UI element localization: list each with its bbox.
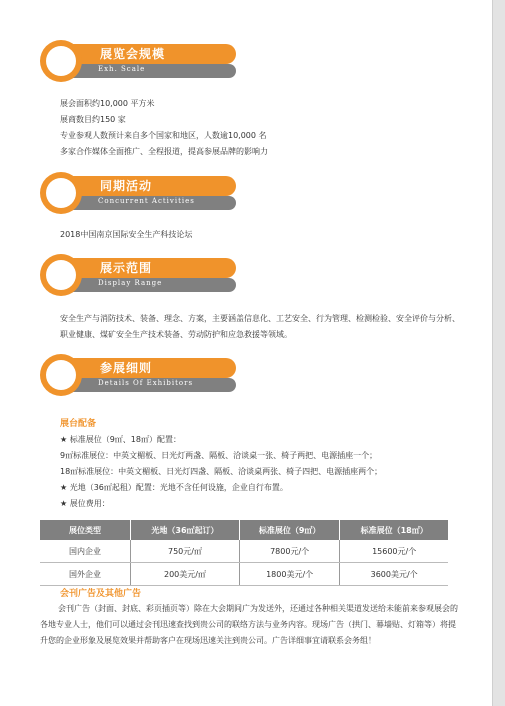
scale-line: 展商数目约150 家 bbox=[60, 115, 126, 124]
table-cell: 200美元/㎡ bbox=[131, 563, 240, 586]
header-subbar bbox=[66, 64, 236, 78]
section-subtitle: Concurrent Activities bbox=[98, 197, 195, 205]
table-cell: 15600元/个 bbox=[340, 540, 448, 563]
booth-line: ★ 光地（36㎡起租）配置：光地不含任何设施，企业自行布置。 bbox=[60, 483, 288, 492]
bullet-circle-icon bbox=[40, 354, 82, 396]
booth-line: ★ 展位费用： bbox=[60, 499, 110, 508]
section-title: 同期活动 bbox=[100, 179, 153, 193]
display-paragraph: 安全生产与消防技术、装备、理念、方案，主要涵盖信息化、工艺安全、行为管理、检测检验、安全评价与分析、职业健康、煤矿安全生产技术装备、劳动防护和应急救援等领域。 bbox=[60, 314, 460, 339]
section-title: 展示范围 bbox=[100, 261, 153, 275]
section-subtitle: Display Range bbox=[98, 279, 163, 287]
section-subtitle: Exh. Scale bbox=[98, 65, 146, 73]
section-header-details bbox=[40, 358, 240, 400]
section-title: 参展细则 bbox=[100, 361, 153, 375]
bullet-circle-icon bbox=[40, 40, 82, 82]
scale-line: 专业参观人数预计来自多个国家和地区，人数逾10,000 名 bbox=[60, 131, 267, 140]
concurrent-line: 2018中国南京国际安全生产科技论坛 bbox=[60, 230, 193, 239]
table-cell: 750元/㎡ bbox=[131, 540, 240, 563]
section-header-display bbox=[40, 258, 240, 300]
column-header: 展位类型 bbox=[40, 520, 131, 540]
column-header: 标准展位（18㎡） bbox=[340, 520, 448, 540]
section-header-concurrent bbox=[40, 176, 240, 218]
column-header: 标准展位（9㎡） bbox=[239, 520, 339, 540]
fee-table bbox=[40, 520, 448, 586]
booth-line: 18㎡标准展位：中英文楣板、日光灯四盏、隔板、洽谈桌两张、椅子四把、电源插座两个； bbox=[60, 467, 383, 476]
bullet-circle-icon bbox=[40, 254, 82, 296]
table-cell: 7800元/个 bbox=[239, 540, 339, 563]
column-header: 光地（36㎡起订） bbox=[131, 520, 240, 540]
scale-line: 展会面积约10,000 平方米 bbox=[60, 99, 155, 108]
table-header-row bbox=[40, 520, 448, 540]
booth-title: 展台配备 bbox=[60, 419, 97, 429]
table-row bbox=[40, 540, 448, 563]
table-cell: 国内企业 bbox=[40, 540, 131, 563]
table-cell: 国外企业 bbox=[40, 563, 131, 586]
booth-line: 9㎡标准展位：中英文楣板、日光灯两盏、隔板、洽谈桌一张、椅子两把、电源插座一个； bbox=[60, 451, 378, 460]
section-header-scale bbox=[40, 44, 240, 86]
ads-paragraph: 会刊广告（封面、封底、彩页插页等）除在大会期间广为发送外，还通过各种相关渠道发送给未能前来参观展会的各地专业人士，他们可以通过会刊迅速查找到贵公司的联络方法与业务内容。现场广告（拱门、幕墙贴、灯箱等）将提升您的企业形象及展览效果并帮助客户在现场迅速关注到贵公司。广告详细事宜请联系会务组！ bbox=[40, 604, 458, 645]
section-title: 展览会规模 bbox=[100, 47, 166, 61]
page-edge bbox=[492, 0, 505, 706]
bullet-circle-icon bbox=[40, 172, 82, 214]
scale-line: 多家合作媒体全面推广、全程报道，提高参展品牌的影响力 bbox=[60, 147, 268, 156]
table-cell: 1800美元/个 bbox=[239, 563, 339, 586]
booth-line: ★ 标准展位（9㎡、18㎡）配置： bbox=[60, 435, 181, 444]
table-cell: 3600美元/个 bbox=[340, 563, 448, 586]
section-subtitle: Details Of Exhibitors bbox=[98, 379, 194, 387]
ads-title: 会刊广告及其他广告 bbox=[60, 589, 142, 599]
table-row bbox=[40, 563, 448, 586]
